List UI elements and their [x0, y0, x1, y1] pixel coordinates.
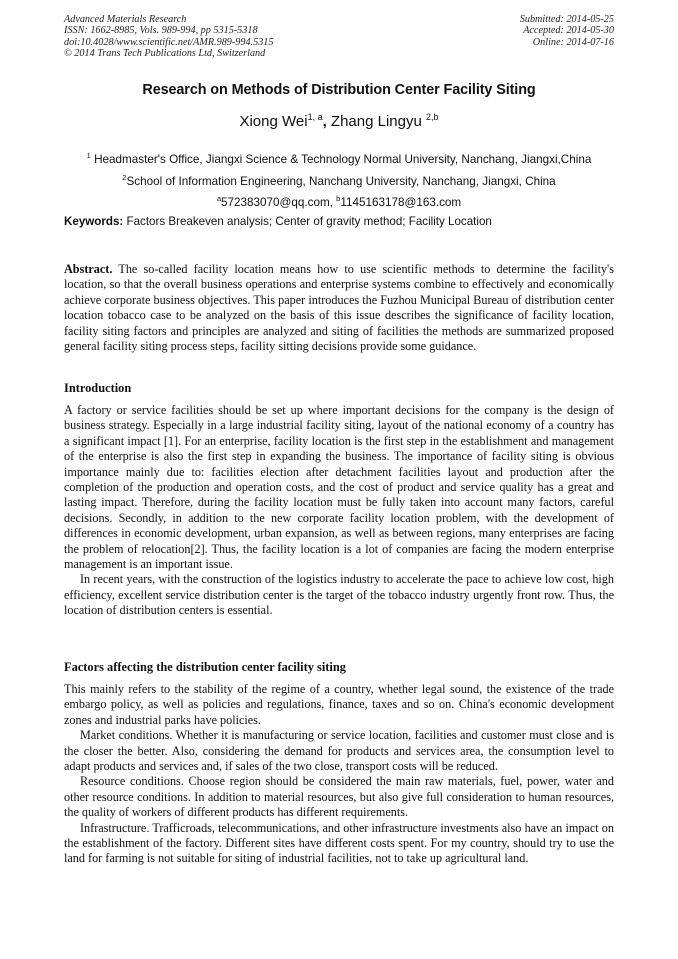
- journal-copyright: © 2014 Trans Tech Publications Ltd, Switzerland: [64, 47, 266, 59]
- affiliation-2-sup: 2: [122, 173, 127, 182]
- affiliation-1-sup: 1: [86, 151, 91, 160]
- affiliation-1: [56, 151, 622, 166]
- abstract-label: Abstract.: [64, 262, 113, 276]
- author-2-sup: 2,b: [426, 112, 439, 122]
- keywords-label: Keywords:: [64, 215, 124, 228]
- factors-paragraph-3: Resource conditions. Choose region should be considered the main raw materials, fuel, power, water and other resource conditions. In addition to material resources, but also give full consideration to human resources, the quality of workers of different products has different requirements.: [64, 774, 614, 820]
- introduction-body: [64, 403, 614, 619]
- email-a-sup: a: [216, 194, 221, 203]
- journal-name: Advanced Materials Research: [64, 14, 187, 25]
- affiliation-2-text: School of Information Engineering, Nanchang University, Nanchang, Jiangxi, China: [126, 174, 556, 188]
- author-2-name: Zhang Lingyu: [326, 113, 426, 130]
- accepted-date: Accepted: 2014-05-30: [523, 25, 614, 37]
- factors-paragraph-2: Market conditions. Whether it is manufacturing or service location, facilities and customer must close and is the closer the better. Also, considering the demand for products and services area, the consumption level to adapt products and services and, if sales of the two close, transport costs will be reduced.: [64, 728, 614, 774]
- submission-dates: [520, 14, 614, 48]
- online-date: Online: 2014-07-16: [532, 36, 614, 48]
- author-1-name: Xiong Wei: [239, 113, 308, 130]
- affiliation-2: [56, 173, 622, 188]
- author-1-sup: 1, a: [307, 112, 323, 122]
- factors-paragraph-4: Infrastructure. Trafficroads, telecommunications, and other infrastructure investments also have an impact on the establishment of the factory. Different sites have different costs spent. For my country, should try to use the land for farming is not suitable for siting of industrial facilities, not to take up agricultural land.: [64, 820, 614, 866]
- abstract: [64, 262, 614, 354]
- email-a: 572383070@qq.com,: [220, 195, 337, 209]
- author-line: [64, 112, 614, 130]
- author-separator: ,: [322, 113, 327, 130]
- keywords: [64, 215, 624, 228]
- factors-paragraph-1: This mainly refers to the stability of the regime of a country, whether legal sound, the existence of the trade embargo policy, as well as policies and regulations, finance, taxes and so on. China's economic development zones and industrial parks have policies.: [64, 682, 614, 727]
- paper-title: Research on Methods of Distribution Center Facility Siting: [142, 82, 536, 98]
- journal-doi: doi:10.4028/www.scientific.net/AMR.989-994.5315: [64, 36, 274, 48]
- submitted-date: Submitted: 2014-05-25: [519, 14, 614, 25]
- journal-issn: ISSN: 1662-8985, Vols. 989-994, pp 5315-5318: [64, 25, 258, 37]
- factors-body: [64, 682, 614, 867]
- email-line: [56, 194, 622, 209]
- section-heading-introduction: Introduction: [64, 381, 132, 395]
- journal-info: [64, 14, 273, 59]
- email-b: 1145163178@163.com: [340, 195, 462, 209]
- abstract-text: The so-called facility location means how to use scientific methods to determine the facility's location, so that the overall business operations and enterprise systems combine to effectively and economically achieve corporate business objectives. This paper introduces the Fuzhou Municipal Bureau of distribution center location tobacco case to be analyzed on the basis of this issue describes the significance of facility location, facility siting factors and principles are analyzed and siting of facilities the methods are summarized proposed general facility siting process steps, facility sitting decisions provide some guidance.: [64, 262, 614, 354]
- intro-paragraph-1: A factory or service facilities should be set up where important decisions for the company is the design of business strategy. Especially in a large industrial facility siting, layout of the national economy of a country has a significant impact [1]. For an enterprise, facility location is the first step in the establishment and management of the enterprise is also the first step in expanding the business. The importance of facility siting is obvious importance mainly due to: facilities election after detachment facilities layout and production after the completion of the production and operation costs, and the cost of product and service quality has a great and lasting impact. Therefore, during the facility location must be fully taken into account many factors, careful decisions. Secondly, in addition to the new corporate facility location problem, with the development of differences in economic development, urban expansion, as well as between regions, many enterprises are facing the problem of relocation[2]. Thus, the facility location is a lot of companies are facing the modern enterprise management is an important issue.: [64, 403, 614, 572]
- affiliation-1-text: Headmaster's Office, Jiangxi Science & Technology Normal University, Nanchang, Jiangxi,China: [90, 152, 592, 166]
- keywords-text: Factors Breakeven analysis; Center of gravity method; Facility Location: [123, 215, 492, 228]
- section-heading-factors: Factors affecting the distribution center facility siting: [64, 660, 346, 674]
- email-b-sup: b: [336, 194, 341, 203]
- intro-paragraph-2: In recent years, with the construction of the logistics industry to accelerate the pace to achieve low cost, high efficiency, excellent service distribution center is the target of the tobacco industry urgently front row. Thus, the location of distribution centers is essential.: [64, 572, 614, 618]
